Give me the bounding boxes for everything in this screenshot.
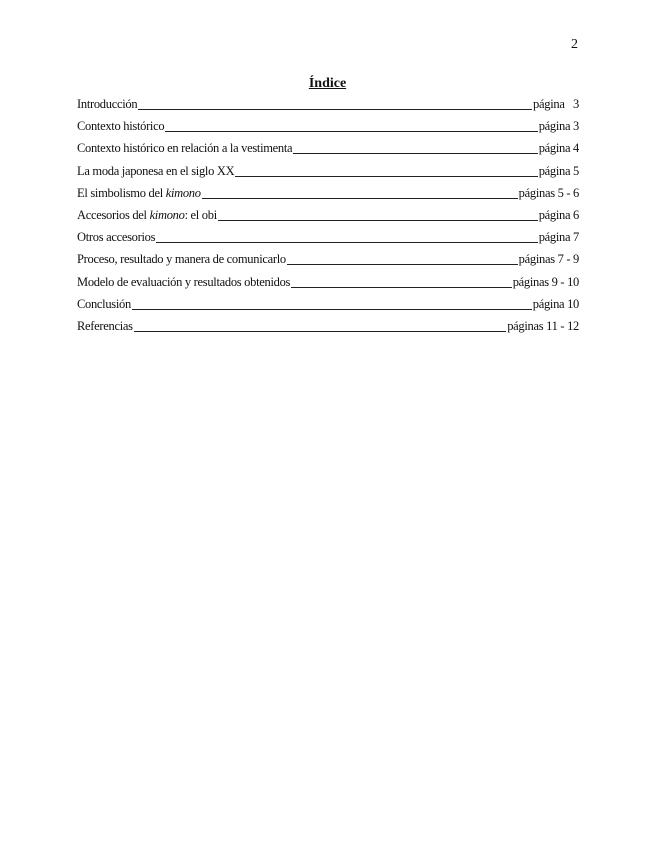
toc-entry-label: Referencias [77,318,133,333]
toc-entry [77,141,579,163]
toc-entry-page: página 4 [538,141,579,156]
toc-entry-page: página 3 [538,119,579,134]
toc-leader-line [235,176,537,177]
page-title: Índice [308,76,347,91]
page-number: 2 [571,37,578,52]
toc-entry-page: páginas 5 - 6 [518,185,579,200]
toc-leader-line [291,287,512,288]
toc-entry-label: Modelo de evaluación y resultados obtenidos [77,274,291,289]
toc-entry [77,230,579,252]
toc-entry [77,252,579,274]
toc-entry [77,319,579,341]
toc-entry-label: Contexto histórico en relación a la vestimenta [77,141,293,156]
toc-entry-page: página 10 [532,296,579,311]
toc-leader-line [287,264,518,265]
toc-entry-label: Otros accesorios [77,230,156,245]
toc-entry [77,275,579,297]
toc-entry-page: páginas 7 - 9 [518,252,579,267]
toc-entry-page: página 5 [538,163,579,178]
toc-entry-label: El simbolismo del kimono [77,185,201,200]
toc-entry-label: Conclusión [77,296,131,311]
toc-entry-label: Contexto histórico [77,119,165,134]
toc-entry [77,208,579,230]
toc-entry [77,97,579,119]
table-of-contents [77,97,579,341]
toc-entry [77,164,579,186]
toc-leader-line [293,153,537,154]
toc-entry-page: página 3 [533,97,579,111]
toc-leader-line [218,220,538,221]
toc-leader-line [132,309,532,310]
toc-entry [77,297,579,319]
toc-leader-line [138,109,532,110]
toc-leader-line [134,331,507,332]
toc-leader-line [202,198,518,199]
toc-entry-label: La moda japonesa en el siglo XX [77,163,235,178]
toc-entry [77,119,579,141]
toc-entry-page: páginas 9 - 10 [512,274,579,289]
toc-entry-page: página 6 [538,207,579,222]
toc-leader-line [156,242,538,243]
toc-entry-label: Proceso, resultado y manera de comunicarlo [77,252,286,267]
toc-entry-label: Accesorios del kimono: el obi [77,207,217,222]
toc-entry-page: página 7 [538,230,579,245]
toc-entry [77,186,579,208]
toc-entry-label: Introducción [77,97,138,111]
toc-entry-page: páginas 11 - 12 [507,318,579,333]
toc-leader-line [165,131,537,132]
